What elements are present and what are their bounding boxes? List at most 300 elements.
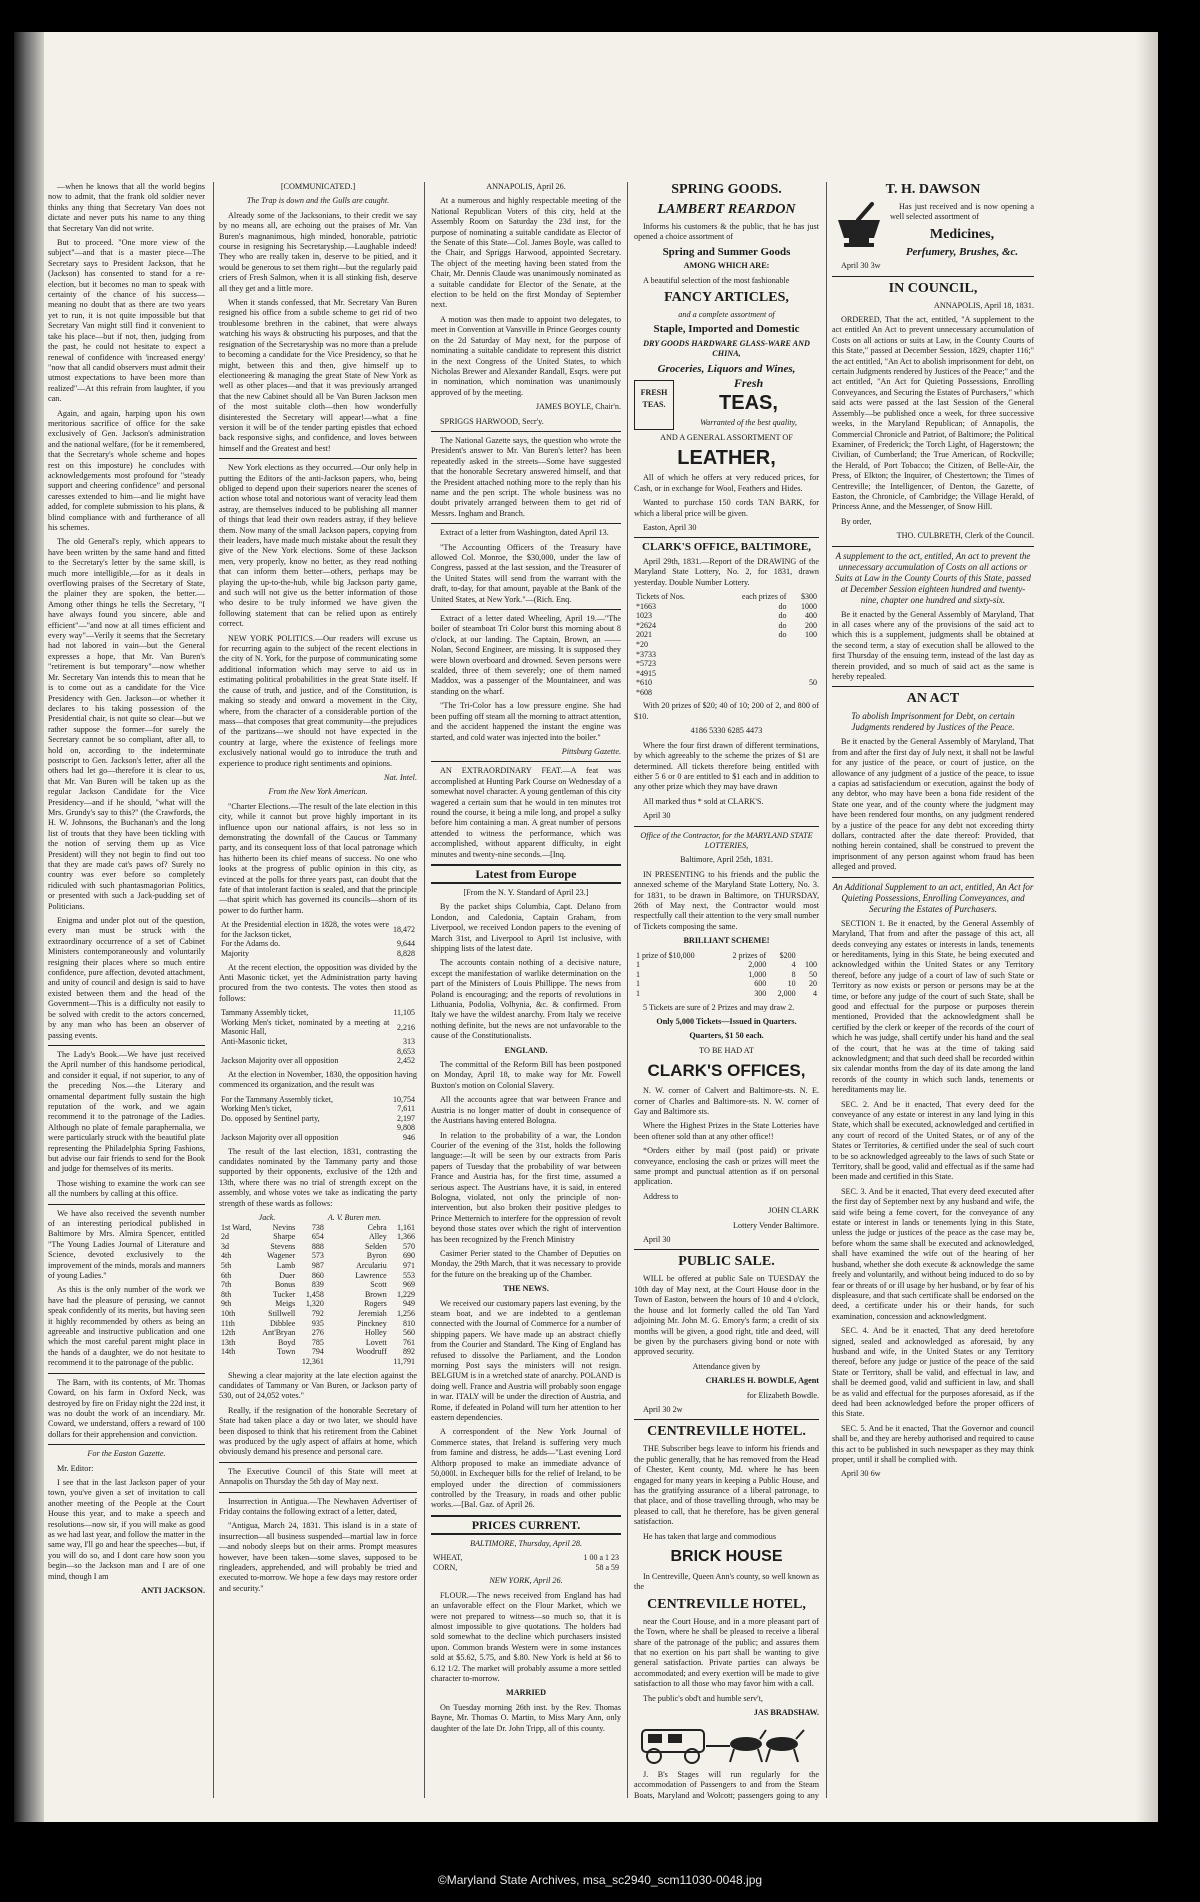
- table-cell: *3733: [636, 649, 656, 659]
- ad-heading: CENTREVILLE HOTEL.: [647, 1424, 806, 1440]
- table-cell: Byron: [366, 1251, 387, 1261]
- ad-paragraph: SEC. 3. And be it enacted, That every deed executed after the first day of September next by any husband and wife, the said wife being a feme covert, for the conveyance of any estate or interest in lands or tenements lying in this State, unless the judge or justices of the peace as the case may be, before whom the same shall be executed and acknowledged, shall have examined the wife out of the hearing of her husband, whether she doth execute & acknowledge the same freely and voluntarily, and without being induced to do so by fear or threats of or ill usage by her husband, or by fear of his displeasure, and that such certificate shall be endorsed on the deed, a certificate under his or their hands, for such examination, concession and acknowledgment.: [832, 1186, 1034, 1321]
- table-cell: Tammany Assembly ticket,: [221, 1008, 309, 1018]
- table-cell: 1,229: [397, 1289, 415, 1299]
- article-heading: The Trap is down and the Gulls are caught.: [246, 196, 390, 206]
- ad-paragraph: A beautiful selection of the most fashionable: [643, 275, 790, 285]
- article-paragraph: The Executive Council of this State will meet at Annapolis on Thursday the 5th day of May next.: [219, 1466, 417, 1487]
- ad-heading: Only 5,000 Tickets—Issued in Quarters.: [656, 1016, 797, 1026]
- table-cell: do: [778, 630, 787, 640]
- scheme-table: [634, 951, 819, 999]
- ad-heading: LEATHER,: [677, 447, 776, 470]
- table-cell: $200: [779, 950, 796, 960]
- table-cell: Rogers: [364, 1299, 387, 1309]
- ad-paragraph: Where the four first drawn of different terminations, by which agreeably to the scheme the prizes of $1 are determined. All tickets therefore being entitled with either 5 6 or 0 are entitled to $1 each and in addition to any other prize which they may have drawn: [634, 740, 819, 792]
- table-row: [634, 650, 819, 660]
- table-cell: At the Presidential election in 1828, the votes were for the Jackson ticket,: [221, 920, 389, 939]
- table-cell: do: [778, 620, 787, 630]
- ad-heading: An Additional Supplement to an act, entitled, An Act for Quieting Possessions, Enrolling Conveyances, and Securing the Estates of Purchasers.: [832, 881, 1034, 914]
- article-paragraph: A correspondent of the New York Journal of Commerce states, that Ireland is suffering very much from famine and distress, he adds—"Last evening Lord Althorp proposed to make an immediate advance of 50,000l. in Exchequer bills for the relief of Ireland, to be employed under the direction of commissioners controlled by the Treasury, in roads and other public works.—[Bal. Gaz. of April 26.: [431, 1427, 621, 1510]
- table-cell: *2624: [636, 620, 656, 630]
- table-row: [634, 678, 819, 688]
- article-source: Nat. Intel.: [384, 772, 417, 782]
- signature: SPRIGGS HARWOOD, Secr'y.: [440, 416, 544, 426]
- table-row: [219, 1280, 417, 1290]
- table-cell: do: [778, 611, 787, 621]
- ad-paragraph: and a complete assortment of: [678, 310, 775, 320]
- ad-heading: Medicines,: [929, 226, 995, 242]
- table-cell: 1,366: [397, 1232, 415, 1242]
- table-cell: 969: [403, 1280, 415, 1290]
- article-paragraph: At a numerous and highly respectable meeting of the National Republican Voters of this city, held at the Assembly Room on Saturday the 23d inst, for the purpose of nominating a suitable candidate as Elector of the Senate of this State—Col. James Boyle, was called to the Chair, and Spriggs Harwood, appointed Secretary. The object of the meeting having been stated from the Chair, Mr. Dennis Claude was unanimously nominated as a suitable candidate for Elector of the Senate, at the election to be held on the first Monday of September next.: [431, 196, 621, 310]
- table-row: [634, 688, 819, 698]
- table-cell: [788, 640, 819, 650]
- signature: CHARLES H. BOWDLE, Agent: [705, 1376, 819, 1386]
- table-row: [219, 1232, 417, 1242]
- table-cell: Arculariu: [356, 1260, 387, 1270]
- table-row: [634, 630, 819, 640]
- table-cell: 2021: [636, 630, 652, 640]
- table-row: [219, 1299, 417, 1309]
- article-paragraph: On Tuesday morning 26th inst. by the Rev. Thomas Bayne, Mr. Thomas O. Martin, to Miss Mary Ann, only daughter of the late Dr. John Tripp, all of this county.: [431, 1702, 621, 1733]
- table-cell: For the Tammany Assembly ticket,: [221, 1094, 333, 1104]
- ad-heading: CLARK'S OFFICE, BALTIMORE,: [642, 541, 811, 554]
- table-cell: 1,458: [305, 1289, 324, 1299]
- divider: [219, 1462, 417, 1463]
- column-rule: [627, 182, 628, 1798]
- ad-paragraph: With 20 prizes of $20; 40 of 10; 200 of 2, and 800 of $10.: [634, 701, 819, 721]
- table-cell: 20: [809, 979, 817, 989]
- table-cell: 600: [754, 979, 767, 989]
- table-cell: *5723: [636, 659, 656, 669]
- divider: [219, 458, 417, 459]
- table-cell: Working Men's ticket,: [221, 1104, 292, 1114]
- table-cell: 949: [403, 1299, 415, 1309]
- ad-heading: Quarters, $1 50 each.: [689, 1031, 764, 1041]
- newspaper-page: [14, 32, 1158, 1822]
- table-cell: 10th: [221, 1308, 236, 1318]
- ad-heading: Spring and Summer Goods: [662, 245, 791, 258]
- table-cell: 50: [809, 969, 817, 979]
- table-header: Jack.: [258, 1213, 276, 1222]
- election-table: [219, 1095, 417, 1143]
- table-cell: *4915: [636, 668, 656, 678]
- table-cell: 1 00 a 1 23: [583, 1553, 619, 1563]
- article-paragraph: At the election in November, 1830, the opposition having commenced its organization, and the result was: [219, 1069, 417, 1090]
- ad-paragraph: Be it enacted by the General Assembly of Maryland, That from and after the first day of July next, it shall not be lawful for any justice of the peace, or court of justice, on the allowance of any judgment of a justice of the peace, to issue a capias ad satisfaciendum or execution, against the body of any debtor, who may have been a bona fide resident of the State one year, and of the county where the judgment may have been rendered four months, on any judgment rendered by a justice of the peace for any debt not exceeding thirty dollars, contracted after the date thereof: Provided, that nothing herein contained, shall be construed to prevent the imprisonment of any person against whom fraud has been alleged and proved.: [832, 737, 1034, 872]
- column-rule: [826, 182, 827, 1798]
- article-paragraph: Casimer Perier stated to the Chamber of Deputies on Monday, the 29th March, that it was necessary to provide for the future on the breaking up of the Chamber.: [431, 1248, 621, 1279]
- ad-heading: T. H. DAWSON: [885, 182, 981, 197]
- table-cell: 573: [311, 1251, 324, 1261]
- table-cell: 1: [636, 988, 640, 998]
- article-paragraph: When it stands confessed, that Mr. Secretary Van Buren resigned his office from a subtle scheme to get rid of two troublesome brethren in the cabinet, that were always watching his ways & obstructing his purposes, and that the resignation of the Secretaryship was no more than a prelude to becoming a candidate for the Vice Presidency, so that he might, between this and then, give himself up to electioneering & managing the great State of New York as well as other places—and that it was previously arranged that the new Cabinet should all be Van Buren Jackson men of the most suitable cloth—then how wonderfully disinterested the Secretary will appear!—what a fine version it will be of the tender parting epistles that echoed back responsive sighs, and confidence, and loves between himself and the Greatest and best!: [219, 298, 417, 453]
- table-cell: [715, 640, 789, 650]
- table-cell: Jeremiah: [357, 1308, 387, 1318]
- table-row: [634, 979, 819, 989]
- column-4: [634, 182, 819, 1802]
- table-cell: 2,000: [777, 988, 796, 998]
- article-paragraph: All the accounts agree that war between France and Austria is no longer matter of doubt in consequence of the Austrians having entered Bologna.: [431, 1095, 621, 1126]
- table-cell: 1st Ward,: [221, 1222, 252, 1232]
- table-cell: 300: [754, 988, 767, 998]
- ad-paragraph: Warranted of the best quality,: [700, 418, 797, 428]
- divider: [634, 826, 819, 827]
- article-paragraph: At the recent election, the opposition was divided by the Anti Masonic ticket, yet the Administration party having procured from the two contests. The votes then stood as follows:: [219, 962, 417, 1003]
- table-cell: 11th: [221, 1318, 235, 1328]
- table-cell: 971: [403, 1260, 415, 1270]
- article-paragraph: The accounts contain nothing of a decisive nature, except the manifestation of warlike determination on the part of the Ministers of Louis Phillippe. The news from Poland is encouraging; and the reports of revolutions in Lithuania, Podolia, Volhynia, &c. & confirmed. From Italy we have the wildest anarchy. From Italy we receive nothing definite, but the news are not unfavorable to the cause of the Constitutionalists.: [431, 958, 621, 1041]
- article-paragraph: Shewing a clear majority at the late election against the candidates of Tammany or Van Buren, or Jackson party of 530, out of 24,052 votes.": [219, 1370, 417, 1401]
- table-cell: 1,161: [397, 1222, 415, 1232]
- article-paragraph: I see that in the last Jackson paper of your town, you've given a set of invitation to call another meeting of the People at the Court House this year, and to make a speech and resolutions—now sir, if you will make as good as we had last year, and follow the matter in the same way, I'll go and hear the speeches—but, if you will do so, and I dont care how soon you begin—so the Jackson man and I are of one mind, though I am: [48, 1477, 205, 1581]
- table-cell: 860: [311, 1270, 324, 1280]
- ad-paragraph: AND A GENERAL ASSORTMENT OF: [660, 432, 793, 442]
- table-cell: Selden: [364, 1241, 387, 1251]
- article-subheading: [From the N. Y. Standard of April 23.]: [463, 887, 589, 897]
- table-cell: Woodruff: [355, 1347, 387, 1357]
- article-paragraph: Really, if the resignation of the honorable Secretary of State had taken place a day or two later, we should have been disposed to think that his retirement from the Cabinet was produced by the ugly aspect of affairs at home, which obviously demand his presence and personal care.: [219, 1405, 417, 1457]
- table-cell: 11,105: [393, 1008, 415, 1018]
- ad-heading: AMONG WHICH ARE:: [683, 261, 770, 271]
- table-cell: 1000: [801, 601, 817, 611]
- ad-paragraph: J. B's Stages will run regularly for the accommodation of Passengers to and from the Steam Boats, Maryland and Wolcott; passengers going to any: [634, 1769, 819, 1800]
- ad-heading: Perfumery, Brushes, &c.: [905, 245, 1019, 258]
- table-cell: 400: [805, 611, 817, 621]
- table-header: [297, 1213, 326, 1223]
- table-row: [634, 989, 819, 999]
- divider: [431, 761, 621, 762]
- table-cell: 1: [636, 979, 640, 989]
- divider: [832, 877, 1034, 878]
- article-heading: MARRIED: [505, 1688, 547, 1698]
- ad-paragraph: 4186 5330 6285 4473: [690, 726, 763, 736]
- dateline: NEW YORK, April 26.: [489, 1576, 563, 1586]
- table-cell: Boyd: [277, 1337, 296, 1347]
- table-cell: 2d: [221, 1232, 229, 1242]
- table-cell: CORN,: [433, 1562, 458, 1572]
- divider: [431, 523, 621, 524]
- table-cell: 9th: [221, 1299, 232, 1309]
- table-cell: 1: [636, 969, 640, 979]
- article-paragraph: The committal of the Reform Bill has been postponed on Monday, April 18, to make way for Mr. Fowell Buxton's motion on Colonial Slavery.: [431, 1060, 621, 1090]
- ad-paragraph: SEC. 5. And be it enacted, That the Governor and council shall be, and they are hereby authorised and required to cause this act to be published in such newspaper as they may think proper, until it shall be complied with.: [832, 1423, 1034, 1464]
- ad-date: April 30: [643, 811, 671, 821]
- table-cell: Meigs: [275, 1299, 296, 1309]
- table-cell: 11,791: [393, 1356, 415, 1366]
- table-cell: 2 prizes of: [732, 950, 767, 960]
- article-paragraph: "Antigua, March 24, 1831. This island is in a state of insurrection—all business suspended—martial law in force—and nobody sleeps but on their arms. Prompt measures however, have been taken—some slaves, supposed to be ringleaders, apprehended, and will probably be tried and executed to-morrow. We hope a few days may restore order and security.": [219, 1521, 417, 1593]
- table-cell: 987: [311, 1260, 324, 1270]
- column-rule: [213, 182, 214, 1798]
- ad-heading: LAMBERT REARDON: [657, 202, 796, 217]
- article-paragraph: The Barn, with its contents, of Mr. Thomas Coward, on his farm in Oxford Neck, was destroyed by fire on Friday night the 22d inst, it was no doubt the work of an incendiary. Mr. Coward, we understand, offers a reward of 100 dollars for their apprehension and conviction.: [48, 1377, 205, 1439]
- table-cell: 200: [805, 620, 817, 630]
- ad-paragraph: 5 Tickets are sure of 2 Prizes and may draw 2.: [643, 1002, 795, 1012]
- ad-heading: BRILLIANT SCHEME!: [683, 936, 770, 946]
- column-rule: [424, 182, 425, 1798]
- table-cell: [788, 659, 819, 669]
- table-cell: Tucker: [272, 1289, 296, 1299]
- table-cell: 1,000: [748, 969, 767, 979]
- dateline: BALTIMORE, Thursday, April 28.: [469, 1538, 583, 1548]
- table-cell: [715, 678, 789, 688]
- divider: [832, 546, 1034, 547]
- table-cell: 2,000: [748, 960, 767, 970]
- divider: [48, 1444, 205, 1445]
- article-paragraph: Those wishing to examine the work can see all the numbers by calling at this office.: [48, 1178, 205, 1199]
- table-cell: *20: [636, 639, 648, 649]
- table-cell: Jackson Majority over all opposition: [221, 1132, 339, 1142]
- table-cell: 8th: [221, 1289, 232, 1299]
- article-paragraph: Insurrection in Antigua.—The Newhaven Advertiser of Friday contains the following extract of a letter, dated,: [219, 1496, 417, 1516]
- divider: [832, 686, 1034, 687]
- column-2: [219, 182, 417, 1802]
- table-header: Tickets of Nos.: [636, 591, 685, 601]
- table-row: [634, 960, 819, 970]
- table-row: [219, 1271, 417, 1281]
- table-row: [634, 602, 819, 612]
- table-cell: 100: [805, 960, 817, 970]
- article-paragraph: "Charter Elections.—The result of the late election in this city, while it cannot but prove highly important in its influence upon our national affairs, is not less so in demonstrating the downfall of the Caucus or Tammany party, and its consequent loss of that local patronage which has hitherto been its chief means of success. No one who looks at the progress of public opinion in this city, as evinced at the polls for three years past, can doubt that the fate of that intolerant faction is sealed, and that the principle—that spirit which has governed its councils—shorn of its power to do further harm.: [219, 801, 417, 915]
- election-table: [219, 1008, 417, 1066]
- table-row: [219, 1328, 417, 1338]
- table-row: [634, 621, 819, 631]
- ad-heading: FANCY ARTICLES,: [664, 290, 789, 306]
- table-cell: 3d: [221, 1241, 229, 1251]
- table-cell: 4: [791, 960, 796, 970]
- table-cell: *608: [636, 687, 652, 697]
- table-cell: Holley: [364, 1328, 387, 1338]
- salutation: Mr. Editor:: [57, 1463, 94, 1473]
- table-cell: 1 prize of $10,000: [636, 950, 695, 960]
- signature: Lottery Vender Baltimore.: [732, 1220, 819, 1230]
- table-cell: 570: [403, 1241, 415, 1251]
- table-cell: 553: [403, 1270, 415, 1280]
- table-cell: 4th: [221, 1251, 232, 1261]
- table-cell: [715, 688, 789, 698]
- ad-heading: Groceries, Liquors and Wines,: [657, 362, 796, 375]
- ad-paragraph: Where the Highest Prizes in the State Lotteries have been oftener sold than at any other office!!: [634, 1121, 819, 1141]
- table-cell: 2,216: [397, 1022, 415, 1032]
- article-paragraph: Again, and again, harping upon his own meritorious sacrifice of office for the sake exclusively of Gen. Jackson's administration and the national welfare, (for be it remembered, that the Secretary's whole scheme and hopes rest on this imposture) he concludes with acknowledgements most profound for "steady support and cheering confidence" and personal caresses extended to him—and lie might have added, for complete submission to his plans, & blind compliance with and furtherance of all his schemes.: [48, 408, 205, 532]
- article-paragraph: FLOUR.—The news received from England has had an unfavorable effect on the Flour Market, which we were not prepared to witness—so much so, that it is almost impossible to give quotations. The holders had sold somewhat to the decline which purchasers insisted upon. Common brands Western were in some instances sold at $5.62, 5.75, and $.80. New York is held at $6 to 6.12 1/2. The market will probably assume a more settled character to-morrow.: [431, 1590, 621, 1683]
- article-paragraph: The National Gazette says, the question who wrote the President's answer to Mr. Van Buren's letter? has been repeatedly asked in the streets—Some have suggested that the honorable Secretary answered himself, and that the President attached nothing more to the reply than his name and the pen script. The whole business was no doubt privately arranged between them to get rid of Messrs. Ingham and Branch.: [431, 435, 621, 518]
- ad-heading: Staple, Imported and Domestic: [653, 323, 800, 336]
- table-cell: 935: [311, 1318, 324, 1328]
- ad-paragraph: Wanted to purchase 150 cords TAN BARK, for which a liberal price will be given.: [634, 498, 819, 518]
- ad-paragraph: The public's obd't and humble serv't,: [643, 1693, 763, 1703]
- table-row: [634, 640, 819, 650]
- table-cell: 946: [403, 1132, 415, 1142]
- table-cell: Dibblee: [269, 1318, 296, 1328]
- ad-heading: Office of the Contractor, for the MARYLAND STATE LOTTERIES,: [640, 830, 813, 850]
- article-paragraph: In relation to the probability of a war, the London Courier of the evening of the 31st, holds the following language:—It will be seen by our extracts from Paris papers of Tuesday that the probability of war between France and Austria has, for the first time, assumed a serious aspect. The Austrians have, it is said, in entered Bologna, violated, not only the principle of non-intervention, but also broken their positive pledges to Prince Metternich to interfere for the oppression of revolt beyond those states over which the right of intervention has been recognized by the French Ministry: [431, 1130, 621, 1244]
- table-row: [634, 669, 819, 679]
- table-cell: [788, 669, 819, 679]
- table-cell: 10,754: [393, 1094, 415, 1104]
- table-cell: Jackson Majority over all opposition: [221, 1056, 339, 1066]
- ad-date: Easton, April 30: [643, 522, 697, 532]
- table-row: [634, 951, 819, 961]
- table-cell: *1663: [636, 601, 656, 611]
- table-cell: 690: [403, 1251, 415, 1261]
- table-cell: 10: [787, 979, 796, 989]
- ad-paragraph: By order,: [841, 516, 872, 526]
- table-cell: Anti-Masonic ticket,: [221, 1037, 288, 1046]
- table-cell: 888: [311, 1241, 324, 1251]
- ad-paragraph: SEC. 4. And be it enacted, That any deed heretofore signed, sealed and acknowledged as aforesaid, by any husband and wife, in the United States or any Territory thereof, before any judge or justice of the peace of the said State or Territory, shall be valid, and effectual in law, and shall be deemed good, valid and sufficient in law, and shall be as valid and effectual for the purposes aforesaid, as if the deed had been acknowledged before the proper officers of this State.: [832, 1326, 1034, 1419]
- ad-heading: To abolish Imprisonment for Debt, on certain Judgments rendered by Justices of the Peace.: [851, 711, 1015, 733]
- table-cell: 1023: [636, 611, 652, 621]
- ad-heading: CLARK'S OFFICES,: [647, 1061, 806, 1081]
- table-cell: [788, 688, 819, 698]
- ad-paragraph: Has just received and is now opening a well selected assortment of: [890, 202, 1034, 222]
- article-paragraph: Extract of a letter from Washington, dated April 13.: [440, 528, 609, 538]
- table-cell: 18,472: [393, 925, 415, 935]
- table-cell: 2,452: [397, 1056, 415, 1066]
- table-cell: Majority: [221, 949, 249, 958]
- table-cell: Lawrence: [355, 1270, 387, 1280]
- table-row: [634, 611, 819, 621]
- article-paragraph: We received our customary papers last evening, by the steam boat, and we are indebted to a gentleman connected with the Journal of Commerce for a number of shipping papers. We have made up an abstract chiefly from the Courier and Standard. The King of England has refused to dissolve the Parliament, and the London morning Post says the ministers will not resign. BELGIUM is in a wretched state of anarchy. POLAND is doing well. France and Austria will probably soon engage in war. ITALY will be under the direction of Austria, and Rome, if defeated in Poland will turn her attention to her eastern dependencies.: [431, 1298, 621, 1423]
- column-5: [832, 182, 1034, 1802]
- article-paragraph: "The Tri-Color has a low pressure engine. She had been puffing off steam all the morning to attract attention, and the accident happened the instant the engine was started, and cold water was injected into the boiler.": [431, 701, 621, 742]
- signature: ANTI JACKSON.: [141, 1586, 205, 1595]
- signature: JAMES BOYLE, Chair'n.: [535, 402, 621, 412]
- dateline: ANNAPOLIS, April 18, 1831.: [933, 300, 1034, 310]
- table-cell: 794: [311, 1347, 324, 1357]
- article-paragraph: But to proceed. "One more view of the subject"—and that is a master piece—The Secretary says to President Jackson, that he (Jackson) has consented to stand for a re-election, but it becomes no man to speak with certainty of the chance of his success—meaning no doubt that as there are two years yet to run, it is not quite impossible but that Secretary Van might still find it convenient to take his place—but if not, then, judging from the past, he could not hesitate to expect a renewal of confidence with 'increased energy' "now that all candid observers must admit their utmost expectations to have been more than realized"—At this refrain from laughter, if you can.: [48, 238, 205, 404]
- table-cell: 313: [403, 1037, 415, 1046]
- table-row: [634, 970, 819, 980]
- divider: [431, 609, 621, 610]
- table-cell: 654: [311, 1232, 324, 1242]
- signature: for Elizabeth Bowdle.: [746, 1390, 819, 1400]
- article-paragraph: AN EXTRAORDINARY FEAT.—A feat was accomplished at Hunting Park Course on Wednesday of a somewhat novel character. A young gentleman of this city wagered a certain sum that he would in ten minutes trot round the course, it being a mile long, and propel a sulky before him containing a man. A great number of persons attended to witness the performance, which was accomplished, without apparent difficulty, in eight minutes and twenty-nine seconds.—[Inq.: [431, 766, 621, 859]
- ad-paragraph: SEC. 2. And be it enacted, That every deed for the conveyance of any estate or interest in any land lying in this State, which shall be executed, acknowledged and certified in any court of record of the United States, or of any of the States or Territories, & certified under the seal of such court to be so acknowledged agreeably to the laws of such State or Territory, shall be good, valid and effectual as if the same had been made and certified in this State.: [832, 1099, 1034, 1182]
- article-tag: [COMMUNICATED.]: [280, 182, 356, 191]
- table-cell: 12,361: [301, 1356, 324, 1366]
- table-cell: Scott: [370, 1280, 387, 1290]
- article-heading: ENGLAND.: [504, 1045, 548, 1055]
- table-cell: Do. opposed by Sentinel party,: [221, 1113, 320, 1123]
- article-paragraph: NEW YORK POLITICS.—Our readers will excuse us for recurring again to the subject of the recent elections in the city of N. York, for the purpose of communicating some additional information which may serve to aid us in estimating political probabilities in the great State itself. If the cause of truth, and justice, and of the Constitution, is making so steady and onward a movement in the City, where, from the character of a considerable portion of the mass—that composes that great community—the prejudices of the partizans—we should not have expected in the country at large, where the existence of feelings more exclusively national would go to introduce the truth and experience to produce right sentiments and opinions.: [219, 633, 417, 768]
- ad-paragraph: IN PRESENTING to his friends and the public the annexed scheme of the Maryland State Lottery, No. 3. for 1831, to be drawn in Baltimore, on THURSDAY, 26th of May next, the Contractor would most respectfully call their attention to the very small number of Tickets composing the same.: [634, 869, 819, 931]
- article-paragraph: New York elections as they occurred.—Our only help in putting the Editors of the anti-Jackson papers, who, being obliged to depend upon their superiors nearer the scenes of action whose total and notorious want of veracity lead them astray, are themselves induced to be publishing all manner of things that lead their own readers astray, if they believe them. Now many of the small Jackson papers, copying from their leaders, have made much mistake about the result they give of the New York elections. Some of these Jackson men, very properly, know no better, as they read nothing that can inform them better—others, perhaps may be playing the up-to-the-hub, while big Jackson party game, and such will not give us the better information of those who desire to be truly informed we have given the following statement that can be relied upon as entirely correct.: [219, 463, 417, 629]
- article-heading: For the Easton Gazette.: [87, 1449, 166, 1459]
- ad-paragraph: April 29th, 1831.—Report of the DRAWING of the Maryland State Lottery, No. 2, for 1831, drawn yesterday. Double Number Lottery.: [634, 556, 819, 587]
- table-cell: Lovett: [365, 1337, 387, 1347]
- ad-heading: TEAS,: [719, 392, 778, 415]
- article-paragraph: —when he knows that all the world begins now to admit, that the frank old soldier never thinks any thing that Secretary Van does not dictate and never puts his name to any thing that Secretary Van did not write.: [48, 182, 205, 233]
- ad-paragraph: ORDERED, That the act, entitled, "A supplement to the act entitled An Act to prevent unnecessary accumulation of Costs on all actions or suits at Law, in the County Courts of this State," passed at December Session, 1829, chapter 116;" the act entitled, "An Act to abolish imprisonment for debt, on certain Judgments rendered by Justices of the Peace;" and the act entitled, "An Act for Quieting Possessions, Enrolling Conveyances, and Securing the Estates of Purchasers," which said acts were passed at the last Session of the General Assembly—be published once a week, for three successive weeks, in the Maryland Republican; of Annapolis, the Commercial Chronicle and Patriot, of Baltimore; the Political Examiner, of Frederick; the Torch Light, of Hagerstown; the Civilian, of Cumberland; the True American, of Rockville; the Herald, of Port Tobacco; the Citizen, of Belle-Air, the Press, of Elkton; the Inquirer, of Chestertown; the Times of Centreville; the Intelligencer, of Denton, the Gazette, of Easton, the Chronicle, of Cambridge; the Village Herald, of Princess Anne, and the Messenger, of Snow Hill.: [832, 315, 1034, 512]
- table-row: [219, 1309, 417, 1319]
- table-cell: Stillwell: [268, 1308, 296, 1318]
- divider: [48, 1045, 205, 1046]
- ad-paragraph: All of which he offers at very reduced prices, for Cash, or in exchange for Wool, Feathers and Hides.: [634, 473, 819, 493]
- table-row: [219, 1338, 417, 1348]
- signature: JAS BRADSHAW.: [753, 1708, 819, 1718]
- table-cell: 9,644: [397, 939, 415, 949]
- table-cell: 9,808: [397, 1123, 415, 1133]
- ad-paragraph: Baltimore, April 25th, 1831.: [680, 855, 773, 865]
- ad-paragraph: In Centreville, Queen Ann's county, so well known as the: [634, 1572, 819, 1592]
- stagecoach-icon: [634, 1722, 819, 1766]
- table-cell: 50: [809, 678, 817, 688]
- ad-date: April 30 3w: [841, 261, 881, 271]
- ad-paragraph: WILL be offered at public Sale on TUESDAY the 10th day of May next, at the Court House door in the Town of Easton, between the hours of 10 and 4 o'clock, the house and lot formerly called the old Tan Yard adjoining Mr. John M. G. Emory's farm; a credit of six months will be given, a good right, title and deed, will be given by the purchasers giving bond or note with approved security.: [634, 1274, 819, 1357]
- table-cell: 1: [636, 960, 640, 970]
- table-cell: [788, 650, 819, 660]
- ad-heading: A supplement to the act, entitled, An act to prevent the unnecessary accumulation of Costs on all actions or Suits at Law in the County Courts of this State, passed at December Session eighteen hundred and twenty-nine, chapter one hundred and sixty-six.: [835, 550, 1031, 605]
- table-cell: 892: [403, 1347, 415, 1357]
- ad-date: April 30: [643, 1235, 671, 1245]
- article-paragraph: The Lady's Book.—We have just received the April number of this handsome periodical, and consider it equal, if not superior, to any of the preceding Nos.—the Literary and ornamental department fully sustain the high reputation of the work, and we again recommend it to the patronage of the Ladies. Although no plate of female paraphernalia, we were particularly struck with the beautiful plate representing the Philadelphia Spring Fashions, but advise our fair friends to send for the Book and judge for themselves of its merits.: [48, 1049, 205, 1174]
- divider: [634, 1419, 819, 1420]
- divider: [634, 1249, 819, 1250]
- table-cell: 5th: [221, 1260, 232, 1270]
- divider: [48, 1204, 205, 1205]
- ad-paragraph: Attendance given by: [692, 1361, 761, 1371]
- ad-paragraph: near the Court House, and in a more pleasant part of the Town, where he shall be pleased to receive a liberal share of the patronage of the public; and assures them that no exertion on his part shall be wanting to give general satisfaction. Private parties can always be accommodated; and every exertion will be made to give satisfaction to all those who may favor him with a call.: [634, 1616, 819, 1689]
- archive-credit: ©Maryland State Archives, msa_sc2940_scm11030-0048.jpg: [437, 1873, 763, 1887]
- table-cell: 7,611: [397, 1104, 415, 1114]
- ad-paragraph: Informs his customers & the public, that he has just opened a choice assortment of: [634, 222, 819, 242]
- article-paragraph: A motion was then made to appoint two delegates, to meet in Convention at Vansville in Prince Georges county on the 2d Saturday of May next, for the purpose of nominating a suitable candidate to represent this district in the next Congress of the United States, to which Nicholas Brewer and Alexander Randall, Esqrs. were put in nomination, which nomination was unanimously approved of by the meeting.: [431, 314, 621, 397]
- ad-paragraph: N. W. corner of Calvert and Baltimore-sts. N. E. corner of Charles and Baltimore-sts. N. W. corner of Gay and Baltimore sts.: [634, 1086, 819, 1116]
- table-cell: 1,320: [305, 1299, 324, 1309]
- table-cell: Nevins: [272, 1222, 296, 1232]
- table-row: [219, 1251, 417, 1261]
- ad-paragraph: SECTION 1. Be it enacted, by the General Assembly of Maryland, That from and after the passage of this act, all deeds conveying any estates or interests in lands, tenements or hereditaments, lying in this State, he being executed and acknowledged within the United States or any Territory thereof, before any judge of a court of law of such State or Territory as now exists or person or persons may be at the time, or before any judge of the court of such State, shall be good and effectual for the purpose or purposes therein mentioned, Provided that the acknowledgment shall be certified by the clerk or keeper of the records of the court of which he was judge, shall certify under his hand and the seal of the court, that he was at the time of taking said acknowledgment; and that such deed shall be recorded within six calendar months from the day of its date among the land records of the county in which such lands, tenements or hereditaments may lie.: [832, 918, 1034, 1095]
- table-row: [219, 1290, 417, 1300]
- table-cell: Sharpe: [273, 1232, 296, 1242]
- section-heading: Latest from Europe: [431, 864, 621, 884]
- table-row: [219, 1347, 417, 1357]
- table-cell: Lamb: [276, 1260, 296, 1270]
- table-row: [634, 659, 819, 669]
- table-row: [219, 1242, 417, 1252]
- table-header: [219, 1213, 257, 1223]
- article-source: Pittsburg Gazette.: [561, 746, 621, 756]
- table-cell: 100: [805, 630, 817, 640]
- table-header: each prizes of: [742, 591, 787, 601]
- ad-paragraph: All marked thus * sold at CLARK'S.: [643, 796, 764, 806]
- table-cell: 13th: [221, 1337, 236, 1347]
- table-cell: 14th: [221, 1347, 236, 1357]
- table-cell: Alley: [368, 1232, 387, 1242]
- election-table: [219, 920, 417, 958]
- table-cell: Wagener: [267, 1251, 296, 1261]
- table-cell: 8,653: [397, 1046, 415, 1056]
- table-cell: 12th: [221, 1328, 236, 1338]
- ad-heading: BRICK HOUSE: [670, 1548, 783, 1565]
- ad-paragraph: Address to: [643, 1191, 679, 1201]
- ad-heading: SPRING GOODS.: [671, 182, 782, 197]
- table-cell: Duer: [279, 1270, 296, 1280]
- column-3: [431, 182, 621, 1802]
- ad-paragraph: He has taken that large and commodious: [643, 1531, 777, 1541]
- table-cell: Brown: [364, 1289, 387, 1299]
- ad-date: April 30 6w: [841, 1469, 881, 1479]
- tea-chest-icon: [634, 380, 674, 430]
- table-header: $300: [801, 591, 817, 601]
- divider: [219, 1492, 417, 1493]
- article-heading: THE NEWS.: [503, 1284, 549, 1294]
- dateline: ANNAPOLIS, April 26.: [486, 182, 566, 191]
- ad-heading: IN COUNCIL,: [888, 280, 978, 296]
